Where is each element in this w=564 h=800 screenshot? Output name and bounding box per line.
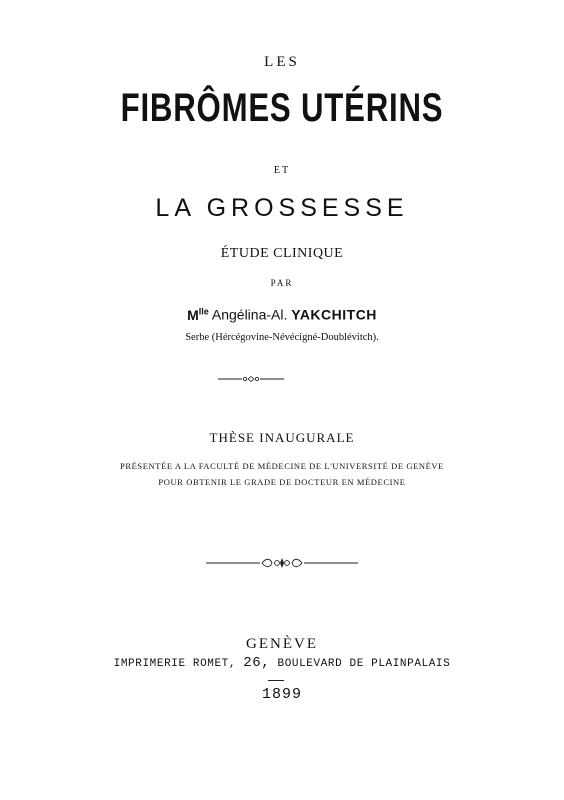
author-origin: Serbe (Hércégovine-Névécigné-Doublévitch). [185,332,379,343]
printer-line [0,655,564,671]
presented-line-1: PRÉSENTÉE A LA FACULTÉ DE MÉDECINE DE L'UNIVERSITÉ DE GENÈVE [120,461,444,471]
by-label: PAR [270,278,294,288]
publication-city: GENÈVE [246,636,318,652]
title-article: LES [264,54,300,70]
publication-year: 1899 [261,686,302,703]
year-dash [268,680,284,681]
small-rule-ornament-icon [218,374,284,384]
printer-number: 26, [243,655,271,671]
study-type: ÉTUDE CLINIQUE [220,246,344,261]
author-given-name: Angélina-Al. [211,306,288,323]
author-prefix: $M^{lle}$ [187,306,209,323]
thesis-heading: THÈSE INAUGURALE [209,430,355,445]
author-line [0,306,564,323]
subtitle: LA GROSSESSE [155,194,409,222]
main-title: FIBRÔMES UTÉRINS [120,86,444,130]
fleuron-rule-ornament-icon [206,556,358,570]
printer-address: BOULEVARD DE PLAINPALAIS [277,658,451,670]
author-surname: YAKCHITCH [291,306,377,323]
author-prefix-superscript: lle [198,306,209,316]
presented-line-2: POUR OBTENIR LE GRADE DE DOCTEUR EN MÉDECINE [158,477,406,487]
printer-name: IMPRIMERIE ROMET, [113,658,237,670]
title-conjunction: ET [273,165,291,176]
